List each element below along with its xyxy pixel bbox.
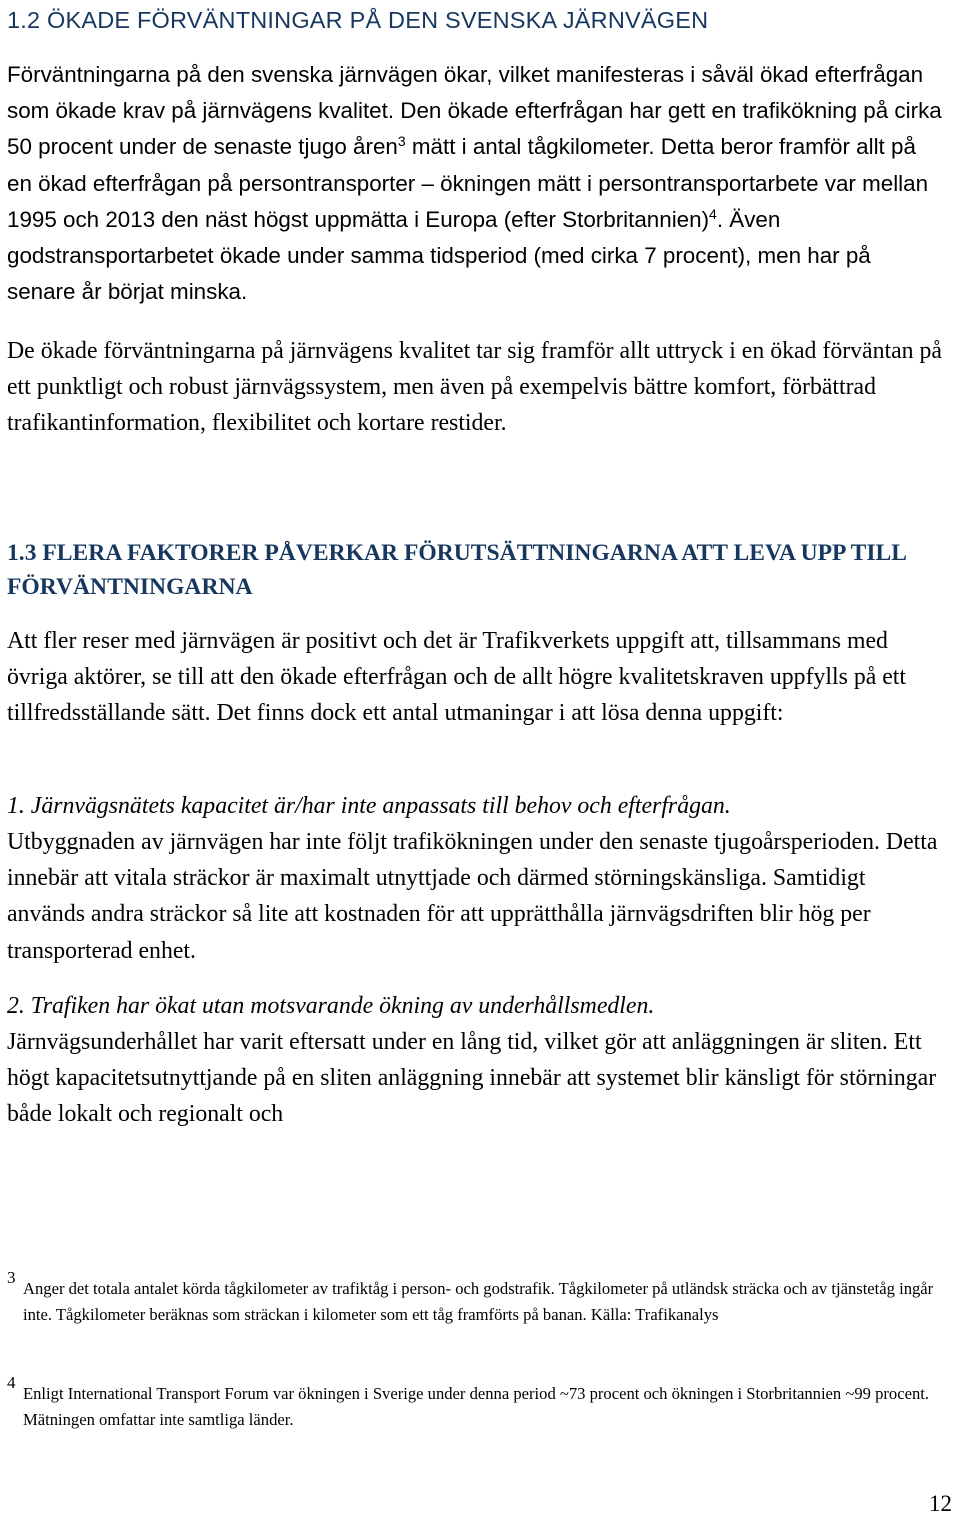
paragraph-challenges-intro: Att fler reser med järnvägen är positivt och det är Trafikverkets uppgift att, tillsammans med övriga aktörer, se till att den ökade efterfrågan och de allt högre kvalitetskraven uppfylls på ett tillfredsställande sätt. Det finns dock ett antal utmaningar i att lösa denna uppgift:: [7, 628, 907, 727]
list-item-2-title: 2. Trafiken har ökat utan motsvarande ökning av underhållsmedlen.: [7, 993, 655, 1019]
paragraph-demand: [7, 57, 942, 310]
footnote-3-text: Anger det totala antalet körda tågkilometer av trafiktåg i person- och godstrafik. Tågkilometer på utländsk sträcka och av tjänstetåg ingår inte. Tågkilometer beräknas som sträckan i kilometer som ett tåg framförts på banan. Källa: Trafikanalys: [23, 1279, 934, 1324]
list-item-1-body: Utbyggnaden av järnvägen har inte följt trafikökningen under den senaste tjugoårsperioden. Detta innebär att vitala sträckor är maximalt utnyttjade och därmed störningskänsliga. Samtidigt används andra sträckor så lite att kostnaden för att upprätthålla järnvägsdriften blir hög per transporterad enhet.: [7, 829, 938, 964]
footnote-4-text: Enligt International Transport Forum var ökningen i Sverige under denna period ~73 procent och ökningen i Storbritannien ~99 procent. Mätningen omfattar inte samtliga länder.: [23, 1384, 929, 1429]
section-heading-1-3: 1.3 FLERA FAKTORER PÅVERKAR FÖRUTSÄTTNINGARNA ATT LEVA UPP TILL FÖRVÄNTNINGARNA: [7, 540, 906, 600]
paragraph-demand-text-c: . Även godstransportarbetet ökade under samma tidsperiod (med cirka 7 procent), men har på senare år börjat minska.: [7, 206, 871, 305]
paragraph-demand-text-b: mätt i antal tågkilometer. Detta beror framför allt på en ökad efterfrågan på persontransporter – ökningen mätt i persontransportarbete var mellan 1995 och 2013 den näst högst uppmätta i Europa (efter Storbritannien): [7, 134, 929, 232]
section-heading-1-2: 1.2 ÖKADE FÖRVÄNTNINGAR PÅ DEN SVENSKA JÄRNVÄGEN: [7, 7, 709, 33]
list-item-1-title: 1. Järnvägsnätets kapacitet är/har inte anpassats till behov och efterfrågan.: [7, 793, 731, 819]
paragraph-quality: De ökade förväntningarna på järnvägens kvalitet tar sig framför allt uttryck i en ökad förväntan på ett punktligt och robust järnvägssystem, men även på exempelvis bättre komfort, förbättrad trafikantinformation, flexibilitet och kortare restider.: [7, 338, 942, 437]
document-page: [7, 0, 947, 1522]
footnote-3-number: 3: [7, 1268, 16, 1287]
footnote-ref-3[interactable]: 3: [397, 133, 406, 150]
footnote-4-number: 4: [7, 1373, 16, 1392]
page-number: 12: [929, 1491, 952, 1516]
paragraph-demand-text-a: Förväntningarna på den svenska järnvägen ökar, vilket manifesteras i såväl ökad efterfrågan som ökade krav på järnvägens kvalitet. Den ökade efterfrågan har gett en trafikökning på cirka 50 procent under de senaste tjugo åren: [7, 62, 942, 160]
list-item-2-body: Järnvägsunderhållet har varit eftersatt under en lång tid, vilket gör att anläggningen är sliten. Ett högt kapacitetsutnyttjande på en sliten anläggning innebär att systemet blir känsligt för störningar både lokalt och regionalt och: [7, 1029, 937, 1128]
footnote-ref-4[interactable]: 4: [709, 205, 717, 222]
